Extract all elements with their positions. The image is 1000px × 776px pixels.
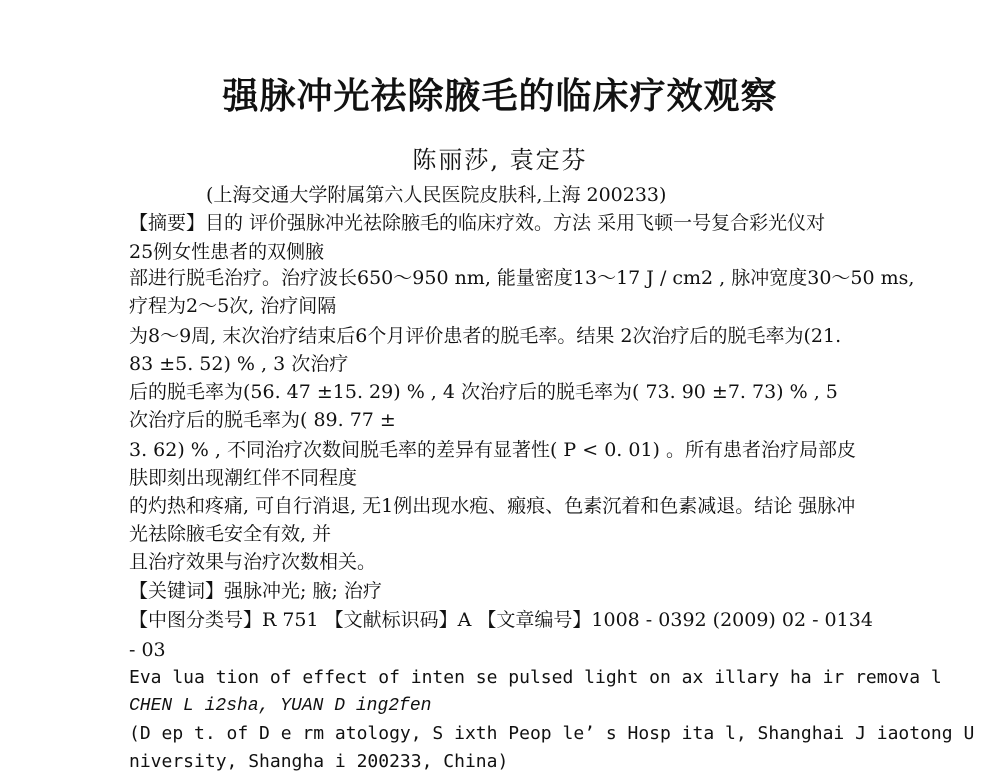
abstract-line: 83 ±5. 52) % , 3 次治疗 <box>129 353 349 375</box>
english-authors: CHEN L i2sha, YUAN D ing2fen <box>129 696 432 716</box>
abstract-line: 次治疗后的脱毛率为( 89. 77 ± <box>129 409 396 431</box>
abstract-line: 疗程为2～5次, 治疗间隔 <box>129 295 337 317</box>
classification-line: 【中图分类号】R 751 【文献标识码】A 【文章编号】1008 - 0392 (2009) 02 - 0134 <box>129 609 873 631</box>
english-affiliation: (D ep t. of D e rm atology, S ixth Peop le’ s Hosp ita l, Shanghai J iaotong U <box>129 723 975 744</box>
abstract-line: 25例女性患者的双侧腋 <box>129 241 325 263</box>
author-affiliation: (上海交通大学附属第六人民医院皮肤科,上海 200233) <box>206 184 667 206</box>
abstract-line: 的灼热和疼痛, 可自行消退, 无1例出现水疱、瘢痕、色素沉着和色素减退。结论 强脉冲 <box>129 495 856 517</box>
abstract-line: 【摘要】目的 评价强脉冲光祛除腋毛的临床疗效。方法 采用飞顿一号复合彩光仪对 <box>129 212 826 234</box>
abstract-line: 部进行脱毛治疗。治疗波长650～950 nm, 能量密度13～17 J / cm2 , 脉冲宽度30～50 ms, <box>129 267 915 289</box>
english-affiliation-continued: niversity, Shangha i 200233, China) <box>129 751 509 772</box>
abstract-line: 光祛除腋毛安全有效, 并 <box>129 523 332 545</box>
abstract-line: 后的脱毛率为(56. 47 ±15. 29) % , 4 次治疗后的脱毛率为( 73. 90 ±7. 73) % , 5 <box>129 381 838 403</box>
abstract-line: 为8～9周, 末次治疗结束后6个月评价患者的脱毛率。结果 2次治疗后的脱毛率为(21. <box>129 325 842 347</box>
english-title: Eva lua tion of effect of inten se pulsed light on ax illary ha ir remova l <box>129 667 942 688</box>
abstract-line: 且治疗效果与治疗次数相关。 <box>129 551 377 573</box>
author-names: 陈丽莎, 袁定芬 <box>412 146 588 174</box>
abstract-line: 肤即刻出现潮红伴不同程度 <box>129 467 358 489</box>
paper-title: 强脉冲光祛除腋毛的临床疗效观察 <box>222 75 778 117</box>
classification-line-continued: - 03 <box>129 639 166 661</box>
abstract-line: 3. 62) % , 不同治疗次数间脱毛率的差异有显著性( P < 0. 01) 。所有患者治疗局部皮 <box>129 439 857 461</box>
keywords-line: 【关键词】强脉冲光; 腋; 治疗 <box>129 580 382 602</box>
